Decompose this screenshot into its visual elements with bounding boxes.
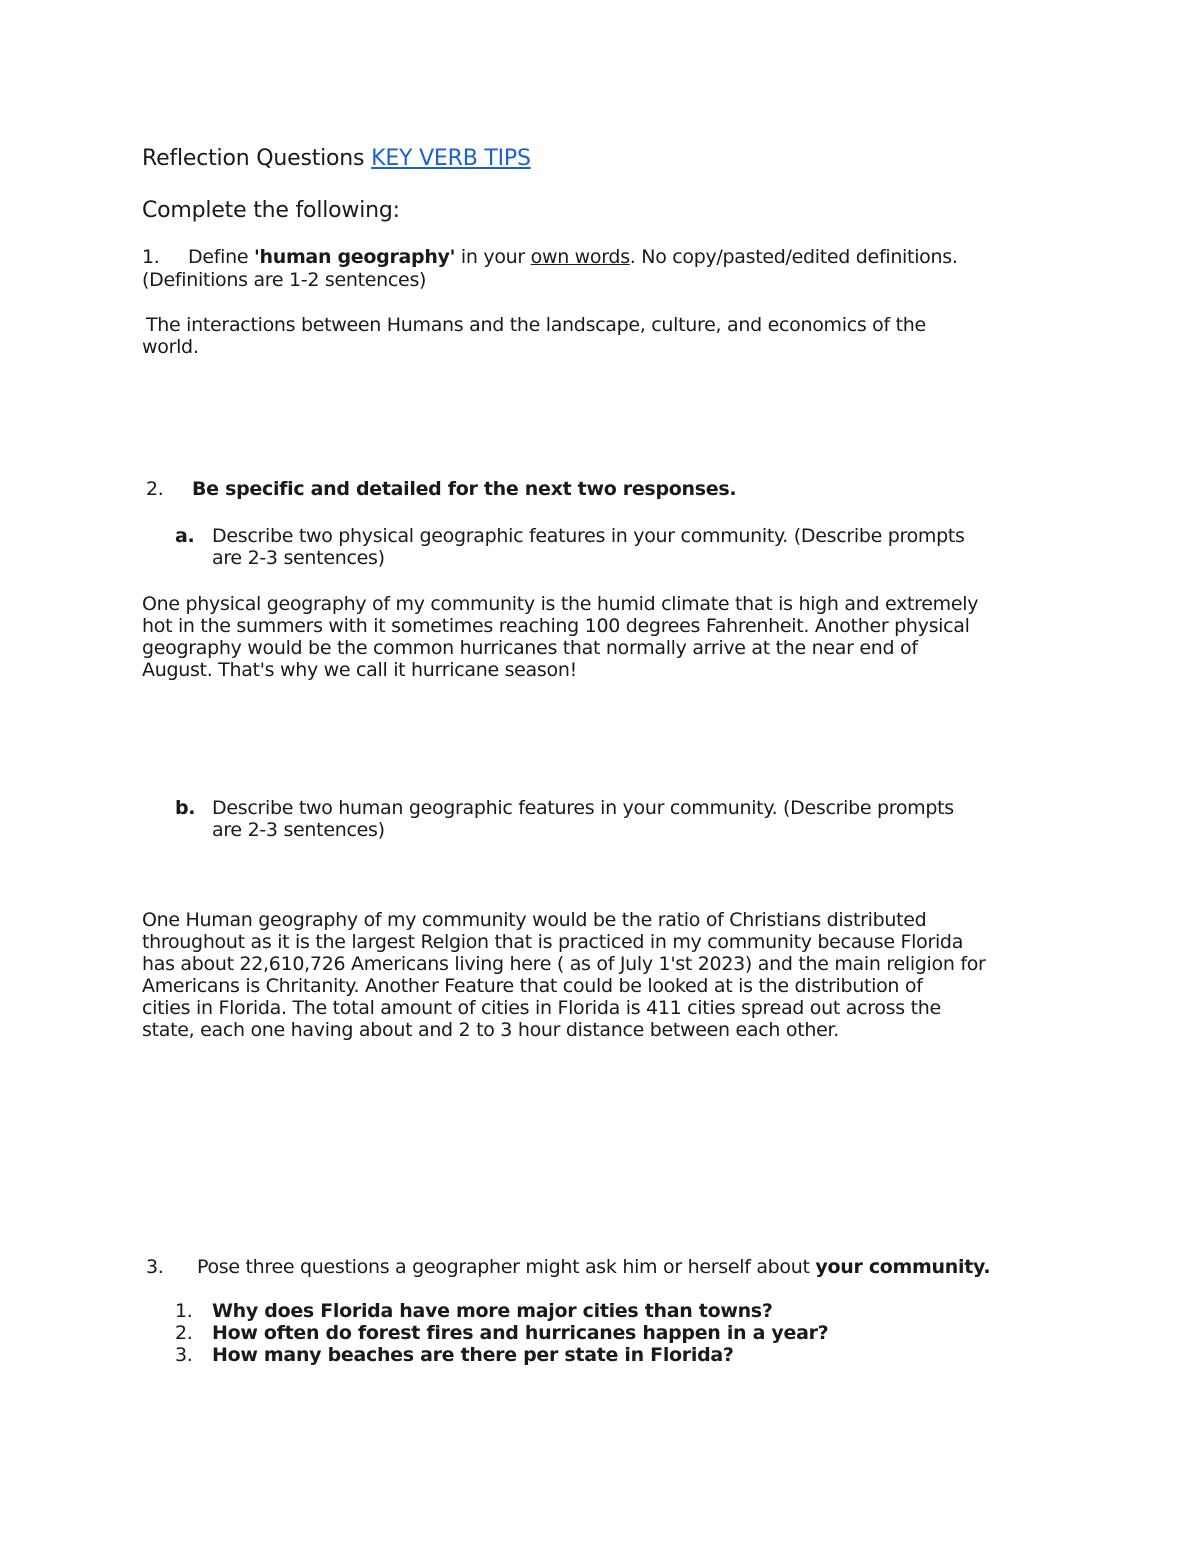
- question-1-prompt: Define 'human geography' in your own words. No copy/pasted/edited definitions.: [188, 246, 958, 268]
- subtitle: Complete the following:: [142, 198, 400, 223]
- answer-1-line: The interactions between Humans and the landscape, culture, and economics of the: [146, 314, 926, 336]
- question-3-list-item: How many beaches are there per state in Florida?: [212, 1344, 734, 1366]
- answer-2a-line: August. That's why we call it hurricane season!: [142, 659, 577, 681]
- answer-2b-line: has about 22,610,726 Americans living here ( as of July 1'st 2023) and the main religion for: [142, 953, 986, 975]
- list-item-number: 1.: [175, 1300, 193, 1322]
- question-2-number: 2.: [146, 478, 164, 500]
- question-2b-prompt: are 2-3 sentences): [212, 819, 385, 841]
- question-1-note: (Definitions are 1-2 sentences): [142, 269, 427, 291]
- document-header: [142, 146, 531, 171]
- question-2a-label: a.: [175, 525, 195, 547]
- answer-1-line: world.: [142, 336, 199, 358]
- key-verb-tips-link[interactable]: KEY VERB TIPS: [371, 146, 531, 171]
- answer-2a-line: One physical geography of my community is the humid climate that is high and extremely: [142, 593, 979, 615]
- answer-2b-line: throughout as it is the largest Relgion that is practiced in my community because Florida: [142, 931, 964, 953]
- answer-2b-line: Americans is Chritanity. Another Feature that could be looked at is the distribution of: [142, 975, 923, 997]
- answer-2b-line: state, each one having about and 2 to 3 hour distance between each other.: [142, 1019, 840, 1041]
- list-item-number: 3.: [175, 1344, 193, 1366]
- question-1-number: 1.: [142, 246, 160, 268]
- question-2a-prompt: are 2-3 sentences): [212, 547, 385, 569]
- answer-2a-line: geography would be the common hurricanes that normally arrive at the near end of: [142, 637, 918, 659]
- question-3-list-item: Why does Florida have more major cities than towns?: [212, 1300, 773, 1322]
- question-3-number: 3.: [146, 1256, 164, 1278]
- page-title: Reflection Questions: [142, 146, 365, 171]
- question-2b-label: b.: [175, 797, 196, 819]
- question-2a-prompt: Describe two physical geographic features in your community. (Describe prompts: [212, 525, 965, 547]
- answer-2a-line: hot in the summers with it sometimes reaching 100 degrees Fahrenheit. Another physical: [142, 615, 970, 637]
- question-3-prompt: Pose three questions a geographer might ask him or herself about your community.: [197, 1256, 991, 1278]
- question-3-list-item: How often do forest fires and hurricanes happen in a year?: [212, 1322, 829, 1344]
- answer-2b-line: cities in Florida. The total amount of cities in Florida is 411 cities spread out across the: [142, 997, 941, 1019]
- question-2-instruction: Be specific and detailed for the next two responses.: [192, 478, 737, 500]
- question-2b-prompt: Describe two human geographic features in your community. (Describe prompts: [212, 797, 954, 819]
- list-item-number: 2.: [175, 1322, 193, 1344]
- answer-2b-line: One Human geography of my community would be the ratio of Christians distributed: [142, 909, 927, 931]
